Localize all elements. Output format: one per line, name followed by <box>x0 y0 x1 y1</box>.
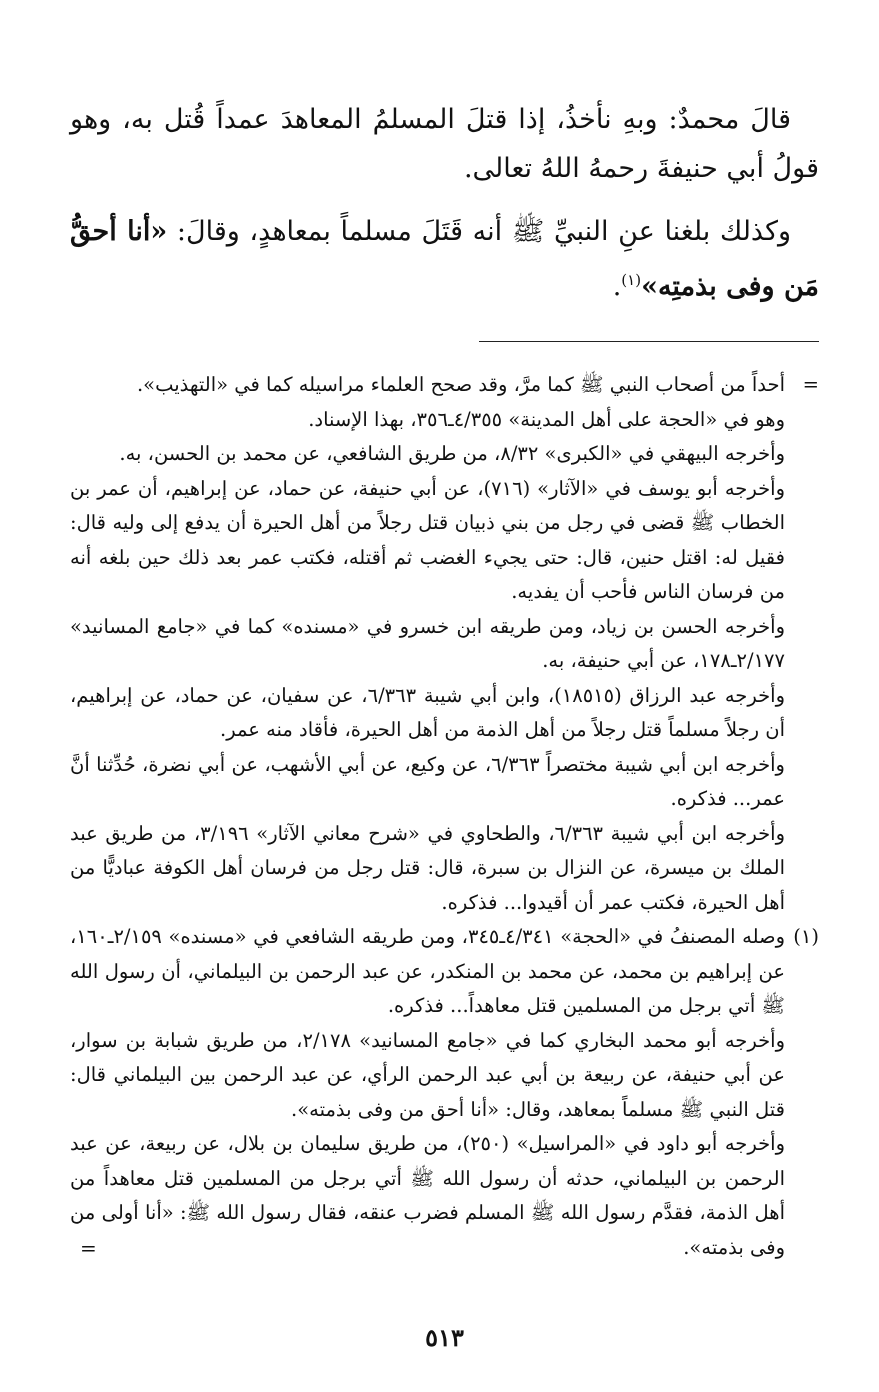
footnotes <box>70 368 819 1265</box>
footnote-ref-1: (١) <box>621 271 642 289</box>
main-paragraph-2-end: . <box>612 271 622 302</box>
footnote-paragraph: وأخرجه أبو داود في «المراسيل» (٢٥٠)، من طريق سليمان بن بلال، عن ربيعة، عن عبد الرحمن بن البيلماني، حدثه أن رسول الله ﷺ أتي برجل من المسلمين قتل معاهداً من أهل الذمة، فقدَّم رسول الله ﷺ المسلم فضرب عنقه، فقال رسول الله ﷺ: «أنا أولى من وفى بذمته». <box>70 1132 785 1259</box>
hadith-quote: «أنا أحقُّ مَن وفى بذمتِه» <box>70 216 819 302</box>
footnote-separator <box>479 341 819 342</box>
footnote-paragraph: وأخرجه أبو يوسف في «الآثار» (٧١٦)، عن أبي حنيفة، عن حماد، عن إبراهيم، أن عمر بن الخطاب ﷺ قضى في رجل من بني ذبيان قتل رجلاً من أهل الحيرة أن يدفع إلى وليه قال: فقيل له: اقتل حنين، قال: حتى يجيء الغضب ثم أقتله، فكتب عمر بعد ذلك حين بلغه أنه من فرسان الناس فأحب أن يفديه. <box>70 476 785 603</box>
page-number: ٥١٣ <box>425 1323 464 1352</box>
footnote-paragraph: وأخرجه الحسن بن زياد، ومن طريقه ابن خسرو في «مسنده» كما في «جامع المسانيد» ٢/١٧٧ـ١٧٨، عن أبي حنيفة، به. <box>70 614 785 672</box>
footnote-paragraph: وأخرجه ابن أبي شيبة ٦/٣٦٣، والطحاوي في «شرح معاني الآثار» ٣/١٩٦، من طريق عبد الملك بن ميسرة، عن النزال بن سبرة، قال: قتل رجل من فرسان أهل الكوفة عباديًّا من أهل الحيرة، فكتب عمر أن أقيدوا... فذكره. <box>70 821 785 914</box>
footnote-paragraph: وأخرجه عبد الرزاق (١٨٥١٥)، وابن أبي شيبة ٦/٣٦٣، عن سفيان، عن حماد، عن إبراهيم، أن رجلاً مسلماً قتل رجلاً من أهل الذمة من أهل الحيرة، فأقاد منه عمر. <box>70 683 786 741</box>
main-paragraph-2-text: وكذلك بلغنا عنِ النبيِّ ﷺ أنه قَتَلَ مسلماً بمعاهدٍ، وقالَ: <box>167 216 791 247</box>
footnote-paragraph: وهو في «الحجة على أهل المدينة» ٤/٣٥٥ـ٣٥٦، بهذا الإسناد. <box>308 407 785 431</box>
main-paragraph-2 <box>70 207 819 311</box>
main-text <box>70 95 819 311</box>
footnote-text: أحداً من أصحاب النبي ﷺ كما مرَّ، وقد صحح العلماء مراسيله كما في «التهذيب». <box>136 373 785 396</box>
main-paragraph-1: قالَ محمدٌ: وبهِ نأخذُ، إذا قتلَ المسلمُ المعاهدَ عمداً قُتل به، وهو قولُ أبي حنيفةَ رحمهُ اللهُ تعالى. <box>70 104 819 184</box>
footnote-1-marker: (١) <box>793 925 819 948</box>
page <box>70 95 819 1352</box>
footnote-1 <box>70 920 819 1024</box>
footnote-paragraph: وأخرجه ابن أبي شيبة مختصراً ٦/٣٦٣، عن وكيع، عن أبي الأشهب، عن أبي نضرة، حُدِّثنا أنَّ عمر... فذكره. <box>70 752 785 810</box>
continuation-end-marker: = <box>80 1236 97 1260</box>
footnote-paragraph: وأخرجه البيهقي في «الكبرى» ٨/٣٢، من طريق الشافعي، عن محمد بن الحسن، به. <box>119 442 785 465</box>
footnote-continuation <box>70 368 819 403</box>
footnote-paragraph: وأخرجه أبو محمد البخاري كما في «جامع المسانيد» ٢/١٧٨، من طريق شبابة بن سوار، عن أبي حنيفة، عن ربيعة بن أبي عبد الرحمن الرأي، عن عبد الرحمن بين البيلماني قال: قتل النبي ﷺ مسلماً بمعاهد، وقال: «أنا أحق من وفى بذمته». <box>70 1028 785 1121</box>
footnote-text: وصله المصنفُ في «الحجة» ٤/٣٤١ـ٣٤٥، ومن طريقه الشافعي في «مسنده» ٢/١٥٩ـ١٦٠، عن إبراهيم بن محمد، عن محمد بن المنكدر، عن عبد الرحمن بن البيلماني، أن رسول الله ﷺ أتي برجل من المسلمين قتل معاهداً... فذكره. <box>70 925 785 1017</box>
continuation-marker: = <box>802 373 819 396</box>
